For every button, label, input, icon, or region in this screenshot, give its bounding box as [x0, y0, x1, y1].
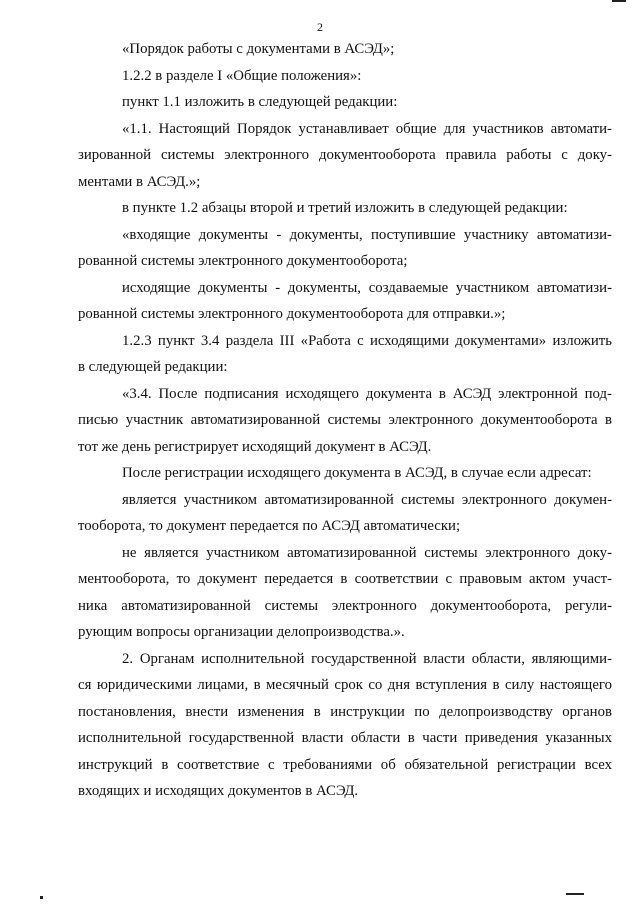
- paragraph-line: рованной системы электронного документооборота;: [78, 253, 408, 269]
- paragraph-line: рованной системы электронного документооборота для отправки.»;: [78, 306, 506, 322]
- paragraph: [78, 116, 612, 196]
- paragraph: [78, 460, 612, 487]
- paragraph: [78, 540, 612, 646]
- paragraph-line: зированной системы электронного документооборота правила работы с доку-: [78, 147, 612, 163]
- paragraph-line: входящих и исходящих документов в АСЭД.: [78, 783, 359, 799]
- paragraph-line: постановления, внести изменения в инструкции по делопроизводству органов: [78, 703, 612, 720]
- paragraph-first-line: в пункте 1.2 абзацы второй и третий изложить в следующей редакции:: [122, 200, 568, 216]
- paragraph-line: исполнительной государственной власти области в части приведения указанных: [78, 730, 612, 746]
- intro-line: «Порядок работы с документами в АСЭД»;: [122, 41, 395, 57]
- paragraph: [78, 487, 612, 540]
- paragraph-first-line: После регистрации исходящего документа в АСЭД, в случае если адресат:: [122, 465, 592, 481]
- paragraph-line: ментами в АСЭД.»;: [78, 173, 201, 190]
- paragraph-line: ментооборота, то документ передается в соответствии с правовым актом участ-: [78, 571, 612, 587]
- paragraph-first-line: «1.1. Настоящий Порядок устанавливает общие для участников автомати-: [122, 120, 612, 137]
- scan-mark-bottom-left: [40, 896, 43, 899]
- paragraph-first-line: «3.4. После подписания исходящего документа в АСЭД электронной под-: [122, 385, 612, 402]
- paragraph-line: тооборота, то документ передается по АСЭД автоматически;: [78, 518, 461, 534]
- paragraph: [78, 328, 612, 381]
- paragraph-first-line: исходящие документы - документы, создаваемые участником автоматизи-: [122, 279, 612, 296]
- paragraph: [78, 275, 612, 328]
- paragraph-line: рующим вопросы организации делопроизводства.».: [78, 624, 405, 640]
- intro-line: 1.2.2 в разделе I «Общие положения»:: [122, 67, 362, 84]
- paragraph-line: писью участник автоматизированной системы электронного документооборота в: [78, 412, 612, 428]
- paragraph: [78, 195, 612, 222]
- intro-line: пункт 1.1 изложить в следующей редакции:: [122, 94, 398, 110]
- paragraph: [78, 222, 612, 275]
- paragraph-first-line: является участником автоматизированной системы электронного докумен-: [122, 491, 612, 508]
- scan-mark-top-right: [612, 0, 626, 2]
- paragraph-line: в следующей редакции:: [78, 359, 228, 375]
- page-number: 2: [317, 20, 323, 34]
- scan-mark-bottom-right: [566, 893, 584, 895]
- paragraph: [78, 381, 612, 461]
- paragraph-first-line: не является участником автоматизированной системы электронного доку-: [122, 544, 612, 561]
- document-body: [78, 36, 612, 805]
- paragraph-line: тот же день регистрирует исходящий документ в АСЭД.: [78, 438, 432, 455]
- paragraph-line: ника автоматизированной системы электронного документооборота, регули-: [78, 597, 612, 614]
- paragraph-first-line: «входящие документы - документы, поступившие участнику автоматизи-: [122, 226, 612, 243]
- paragraph-line: инструкций в соответствие с требованиями об обязательной регистрации всех: [78, 756, 612, 773]
- paragraph-first-line: 1.2.3 пункт 3.4 раздела III «Работа с исходящими документами» изложить: [122, 332, 612, 349]
- paragraph-line: ся юридическими лицами, в месячный срок со дня вступления в силу настоящего: [78, 677, 612, 693]
- paragraph: [78, 646, 612, 805]
- paragraph-first-line: 2. Органам исполнительной государственной власти области, являющими-: [122, 650, 612, 667]
